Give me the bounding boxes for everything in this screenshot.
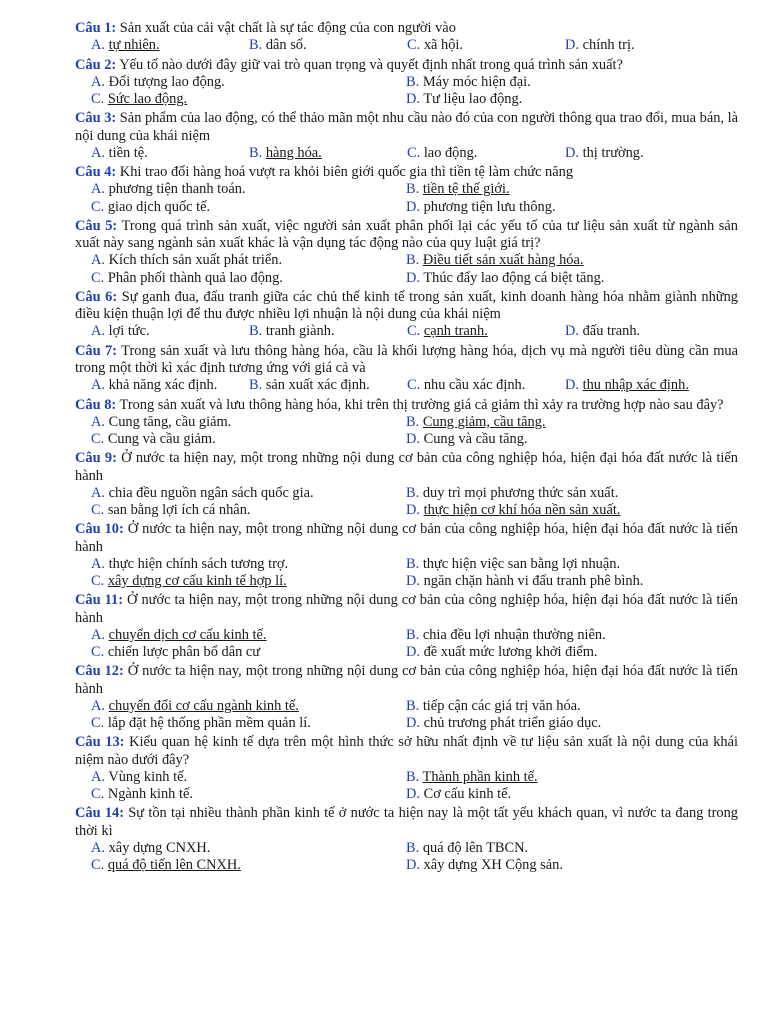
option-text-answer: Thành phần kinh tế.: [422, 768, 538, 785]
option-letter: A.: [91, 697, 105, 714]
question-stem: [75, 805, 738, 839]
option-text-answer: tiền tệ thế giới.: [422, 181, 510, 198]
option-c[interactable]: [407, 377, 565, 394]
option-text: lao động.: [423, 144, 478, 161]
options: [75, 74, 738, 108]
question-10: [75, 521, 738, 590]
option-letter: C.: [91, 785, 105, 802]
option-text: lợi tức.: [108, 323, 150, 340]
option-text-answer: chuyển dịch cơ cấu kinh tế.: [108, 626, 267, 643]
option-letter: A.: [91, 37, 105, 54]
option-c[interactable]: [91, 857, 406, 874]
option-d[interactable]: [406, 502, 721, 519]
question-stem: [75, 397, 738, 414]
option-b[interactable]: [406, 485, 721, 502]
option-text: nhu cầu xác định.: [423, 377, 526, 394]
option-letter: B.: [406, 413, 420, 430]
option-c[interactable]: [91, 715, 406, 732]
option-a[interactable]: [91, 627, 406, 644]
question-stem: [75, 521, 738, 555]
question-4: [75, 164, 738, 216]
option-text-answer: Điều tiết sản xuất hàng hóa.: [422, 252, 584, 269]
option-letter: C.: [91, 91, 105, 107]
options: [75, 323, 738, 340]
question-text: Sự tồn tại nhiều thành phần kinh tế ở nước ta hiện nay là một tất yếu khách quan, vì nước ta đang trong thời kì: [75, 805, 738, 839]
option-text: chia đều lợi nhuận thường niên.: [422, 626, 606, 643]
question-stem: [75, 592, 738, 626]
option-a[interactable]: [91, 840, 406, 857]
options: [75, 698, 738, 732]
option-c[interactable]: [91, 644, 406, 661]
question-text: Khi trao đổi hàng hoá vượt ra khỏi biên giới quốc gia thì tiền tệ làm chức năng: [119, 164, 574, 181]
question-6: [75, 289, 738, 341]
options: [75, 377, 738, 394]
option-text: thị trường.: [582, 144, 644, 161]
question-stem: [75, 20, 738, 37]
option-d[interactable]: [406, 857, 721, 874]
option-c[interactable]: [407, 37, 565, 54]
option-text-answer: xây dựng cơ cấu kinh tế hợp lí.: [107, 572, 287, 589]
option-letter: A.: [91, 413, 105, 430]
option-a[interactable]: [91, 181, 406, 198]
option-c[interactable]: [91, 573, 406, 590]
options: [75, 252, 738, 286]
question-text: Trong sản xuất và lưu thông hàng hóa, cầu là khối lượng hàng hóa, dịch vụ mà người tiêu dùng cần mua trong một thời kì xác định tương ứng với giá cả và: [75, 342, 738, 376]
question-text: Trong quá trình sản xuất, việc người sản xuất phân phối lại các yếu tố của tư liệu sản xuất từ ngành sản xuất này sang ngành sản xuất khác là vận dụng tác động nào của quy luật giá trị?: [75, 217, 738, 252]
question-stem: [75, 57, 738, 74]
question-stem: [75, 218, 738, 252]
question-text: Ở nước ta hiện nay, một trong những nội dung cơ bản của công nghiệp hóa, hiện đại hóa đất nước là tiến hành: [75, 450, 738, 484]
question-stem: [75, 110, 738, 144]
option-letter: D.: [406, 856, 420, 873]
options: [75, 769, 738, 803]
question-11: [75, 592, 738, 661]
option-letter: C.: [91, 269, 105, 286]
option-a[interactable]: [91, 769, 406, 786]
option-text: xây dựng XH Cộng sản.: [423, 856, 563, 873]
option-letter: A.: [91, 377, 105, 394]
question-2: [75, 57, 738, 109]
option-letter: B.: [249, 323, 263, 340]
option-d[interactable]: [406, 431, 721, 448]
question-label: Câu 9:: [75, 450, 117, 467]
option-text: dân số.: [265, 37, 307, 54]
option-text: duy trì mọi phương thức sản xuất.: [422, 484, 619, 501]
option-c[interactable]: [91, 91, 406, 108]
option-letter: A.: [91, 323, 105, 340]
option-text-answer: Sức lao động.: [107, 91, 188, 107]
question-label: Câu 2:: [75, 56, 117, 73]
question-label: Câu 1:: [75, 20, 117, 36]
option-c[interactable]: [407, 323, 565, 340]
option-letter: D.: [406, 785, 420, 802]
option-letter: A.: [91, 181, 105, 198]
option-text: ngăn chặn hành vi đấu tranh phê bình.: [423, 572, 644, 589]
question-label: Câu 4:: [75, 164, 117, 181]
option-text: Thúc đẩy lao động cá biệt tăng.: [423, 269, 605, 286]
option-text: Phân phối thành quả lao động.: [107, 269, 283, 286]
option-d[interactable]: [406, 270, 721, 287]
options: [75, 37, 738, 54]
option-d[interactable]: [565, 377, 723, 394]
option-letter: D.: [406, 501, 420, 518]
question-stem: [75, 450, 738, 484]
option-text: Tư liệu lao động.: [423, 91, 523, 107]
question-label: Câu 13:: [75, 734, 125, 751]
question-text: Ở nước ta hiện nay, một trong những nội dung cơ bản của công nghiệp hóa, hiện đại hóa đất nước là tiến hành: [75, 521, 738, 555]
option-letter: C.: [91, 714, 105, 731]
option-a[interactable]: [91, 145, 249, 162]
option-d[interactable]: [406, 786, 721, 803]
option-text: san bằng lợi ích cá nhân.: [107, 501, 251, 518]
option-d[interactable]: [565, 323, 723, 340]
option-text-answer: Cung giảm, cầu tăng.: [422, 413, 546, 430]
option-text: Cơ cấu kinh tế.: [423, 785, 512, 802]
option-letter: B.: [406, 484, 420, 501]
option-text: Cung và cầu giảm.: [107, 430, 216, 447]
option-a[interactable]: [91, 377, 249, 394]
question-text: Trong sản xuất và lưu thông hàng hóa, khi trên thị trường giá cả giảm thì xảy ra trường hợp nào sau đây?: [119, 396, 724, 413]
option-letter: B.: [406, 73, 420, 90]
option-text: quá độ lên TBCN.: [422, 839, 529, 856]
option-b[interactable]: [249, 145, 407, 162]
option-letter: C.: [407, 377, 421, 394]
options: [75, 414, 738, 448]
question-stem: [75, 289, 738, 323]
option-letter: D.: [406, 714, 420, 731]
option-text: Cung và cầu tăng.: [423, 430, 528, 447]
option-text: xây dựng CNXH.: [108, 839, 211, 856]
option-letter: D.: [565, 144, 579, 161]
option-a[interactable]: [91, 698, 406, 715]
option-letter: C.: [91, 572, 105, 589]
option-letter: C.: [91, 198, 105, 215]
option-letter: C.: [91, 856, 105, 873]
option-text: phương tiện lưu thông.: [423, 198, 556, 215]
option-d[interactable]: [406, 644, 721, 661]
option-d[interactable]: [406, 573, 721, 590]
question-label: Câu 12:: [75, 663, 124, 680]
option-d[interactable]: [565, 37, 723, 54]
option-letter: A.: [91, 252, 105, 269]
question-stem: [75, 734, 738, 768]
option-b[interactable]: [406, 181, 721, 198]
option-letter: D.: [406, 572, 420, 589]
option-letter: B.: [406, 697, 420, 714]
option-b[interactable]: [249, 37, 407, 54]
option-b[interactable]: [406, 74, 721, 91]
options: [75, 145, 738, 162]
option-text: Đối tượng lao động.: [108, 73, 225, 90]
option-text: Vùng kinh tế.: [108, 768, 188, 785]
option-a[interactable]: [91, 485, 406, 502]
option-text-answer: cạnh tranh.: [423, 323, 488, 340]
option-letter: C.: [407, 37, 421, 54]
question-8: [75, 397, 738, 449]
option-letter: D.: [406, 91, 420, 107]
option-text: Ngành kinh tế.: [107, 785, 193, 802]
question-label: Câu 10:: [75, 521, 124, 538]
option-text: tiếp cận các giá trị văn hóa.: [422, 697, 581, 714]
option-text-answer: thực hiện cơ khí hóa nền sản xuất.: [423, 501, 621, 518]
option-letter: D.: [565, 323, 579, 340]
options: [75, 556, 738, 590]
question-label: Câu 11:: [75, 592, 124, 609]
option-d[interactable]: [565, 145, 723, 162]
option-text: chủ trương phát triển giáo dục.: [423, 714, 602, 731]
question-label: Câu 6:: [75, 288, 118, 305]
option-letter: B.: [406, 555, 420, 572]
option-letter: B.: [406, 181, 420, 198]
option-c[interactable]: [91, 199, 406, 216]
question-text: Sản phẩm của lao động, có thể thảo mãn một nhu cầu nào đó của con người thông qua trao đổi, mua bán, là nội dung của khái niệm: [75, 110, 738, 144]
option-text: Máy móc hiện đại.: [422, 73, 531, 90]
option-text-answer: quá độ tiến lên CNXH.: [107, 856, 241, 873]
option-b[interactable]: [406, 769, 721, 786]
option-letter: A.: [91, 626, 105, 643]
question-3: [75, 110, 738, 162]
option-text: khả năng xác định.: [108, 377, 218, 394]
option-b[interactable]: [406, 414, 721, 431]
option-text: đấu tranh.: [582, 323, 641, 340]
option-letter: D.: [406, 269, 420, 286]
option-b[interactable]: [406, 252, 721, 269]
option-text: chiến lược phân bổ dân cư: [107, 643, 261, 660]
question-5: [75, 218, 738, 287]
question-stem: [75, 343, 738, 377]
option-letter: A.: [91, 555, 105, 572]
options: [75, 485, 738, 519]
question-text: Sự ganh đua, đấu tranh giữa các chủ thể kinh tế trong sản xuất, kinh doanh hàng hóa nhằm giành những điều kiện thuận lợi để thu được nhiều lợi nhuận là nội dung của khái niệm: [75, 288, 738, 323]
option-text-answer: thu nhập xác định.: [582, 377, 689, 394]
option-d[interactable]: [406, 91, 721, 108]
option-letter: A.: [91, 73, 105, 90]
option-letter: A.: [91, 839, 105, 856]
question-7: [75, 343, 738, 395]
question-9: [75, 450, 738, 519]
option-text: xã hội.: [423, 37, 463, 54]
option-c[interactable]: [91, 431, 406, 448]
option-text-answer: hàng hóa.: [265, 144, 322, 161]
option-letter: B.: [406, 768, 420, 785]
option-letter: B.: [249, 37, 263, 54]
option-c[interactable]: [91, 786, 406, 803]
question-label: Câu 3:: [75, 110, 117, 127]
option-text: đề xuất mức lương khởi điểm.: [423, 643, 598, 660]
option-text: tiền tệ.: [108, 144, 148, 161]
option-b[interactable]: [406, 698, 721, 715]
option-a[interactable]: [91, 323, 249, 340]
question-label: Câu 5:: [75, 217, 118, 234]
question-text: Kiểu quan hệ kinh tế dựa trên một hình thức sở hữu nhất định về tư liệu sản xuất là nội dung của khái niệm nào dưới đây?: [75, 734, 738, 768]
option-text: chia đều nguồn ngân sách quốc gia.: [108, 484, 314, 501]
option-a[interactable]: [91, 252, 406, 269]
option-text: tranh giành.: [265, 323, 335, 340]
option-b[interactable]: [249, 377, 407, 394]
option-letter: C.: [91, 430, 105, 447]
option-c[interactable]: [91, 502, 406, 519]
option-text: chính trị.: [582, 37, 635, 54]
question-label: Câu 7:: [75, 342, 117, 359]
option-letter: B.: [406, 252, 420, 269]
option-a[interactable]: [91, 74, 406, 91]
option-text: giao dịch quốc tế.: [107, 198, 211, 215]
option-letter: B.: [249, 144, 263, 161]
option-text-answer: tự nhiên.: [108, 37, 160, 54]
option-letter: D.: [565, 37, 579, 54]
option-text: thực hiện việc san bằng lợi nhuận.: [422, 555, 621, 572]
option-letter: D.: [406, 198, 420, 215]
option-c[interactable]: [91, 270, 406, 287]
option-letter: D.: [565, 377, 579, 394]
option-text-answer: chuyển đổi cơ cấu ngành kinh tế.: [108, 697, 299, 714]
option-letter: C.: [91, 643, 105, 660]
question-label: Câu 8:: [75, 396, 117, 413]
option-c[interactable]: [407, 145, 565, 162]
option-b[interactable]: [249, 323, 407, 340]
option-a[interactable]: [91, 414, 406, 431]
option-text: sản xuất xác định.: [265, 377, 370, 394]
option-text: Cung tăng, cầu giảm.: [108, 413, 232, 430]
option-letter: A.: [91, 144, 105, 161]
option-b[interactable]: [406, 556, 721, 573]
option-letter: C.: [91, 501, 105, 518]
option-letter: C.: [407, 144, 421, 161]
option-letter: B.: [249, 377, 263, 394]
option-d[interactable]: [406, 715, 721, 732]
option-text: lắp đặt hệ thống phần mềm quản lí.: [107, 714, 311, 731]
question-text: Sản xuất của cải vật chất là sự tác động của con người vào: [119, 20, 456, 36]
options: [75, 627, 738, 661]
question-12: [75, 663, 738, 732]
option-text: thực hiện chính sách tương trợ.: [108, 555, 289, 572]
option-text: Kích thích sản xuất phát triển.: [108, 252, 283, 269]
options: [75, 840, 738, 874]
question-label: Câu 14:: [75, 805, 125, 822]
option-letter: B.: [406, 626, 420, 643]
option-letter: A.: [91, 768, 105, 785]
options: [75, 181, 738, 215]
option-b[interactable]: [406, 840, 721, 857]
option-text: phương tiện thanh toán.: [108, 181, 246, 198]
option-letter: D.: [406, 430, 420, 447]
question-text: Ở nước ta hiện nay, một trong những nội dung cơ bản của công nghiệp hóa, hiện đại hóa đất nước là tiến hành: [75, 592, 738, 626]
question-text: Ở nước ta hiện nay, một trong những nội dung cơ bản của công nghiệp hóa, hiện đại hóa đất nước là tiến hành: [75, 663, 738, 697]
question-14: [75, 805, 738, 874]
question-stem: [75, 663, 738, 697]
question-13: [75, 734, 738, 803]
option-letter: A.: [91, 484, 105, 501]
option-letter: B.: [406, 839, 420, 856]
question-1: [75, 20, 738, 54]
option-letter: C.: [407, 323, 421, 340]
option-a[interactable]: [91, 37, 249, 54]
option-b[interactable]: [406, 627, 721, 644]
option-d[interactable]: [406, 199, 721, 216]
question-text: Yếu tố nào dưới đây giữ vai trò quan trọng và quyết định nhất trong quá trình sản xuất?: [119, 56, 623, 73]
option-letter: D.: [406, 643, 420, 660]
question-stem: [75, 164, 738, 181]
option-a[interactable]: [91, 556, 406, 573]
